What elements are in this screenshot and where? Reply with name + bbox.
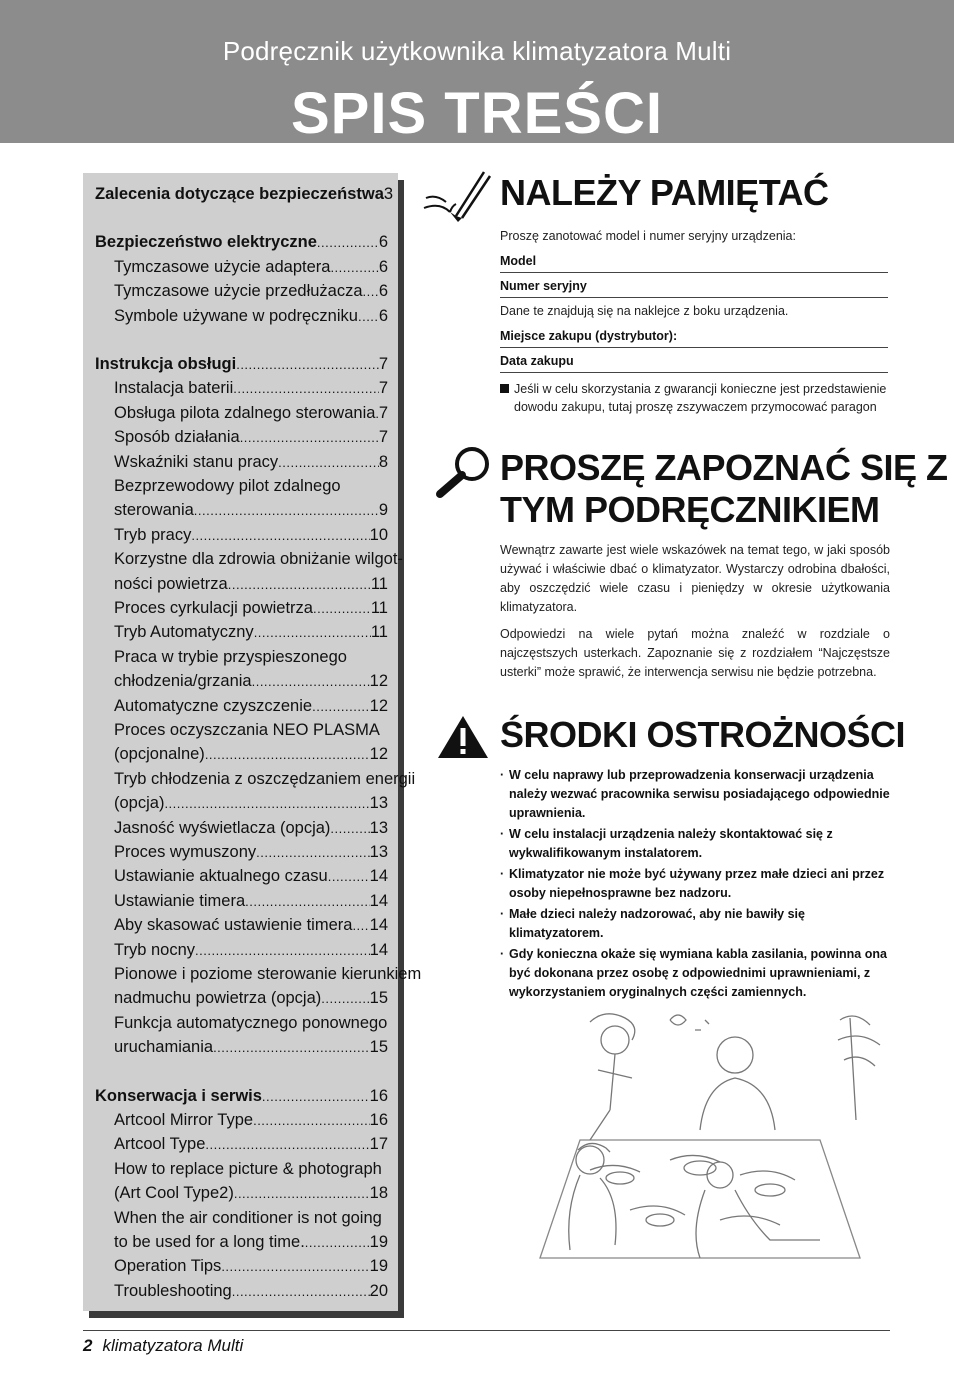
dealer-field: Miejsce zakupu (dystrybutor): [500,328,888,348]
toc-leader-dots [321,988,369,1010]
footer-rule [83,1330,890,1331]
toc-entry-page: 19 [369,1257,388,1276]
toc-entry[interactable] [83,1012,398,1034]
toc-leader-dots [278,452,379,474]
toc-entry-label: Artcool Type [114,1135,206,1154]
toc-entry[interactable] [83,695,398,717]
toc-leader-dots [253,1110,370,1132]
toc-leader-dots [236,354,379,376]
toc-entry[interactable] [83,1133,398,1155]
toc-leader-dots [191,525,369,547]
page-number: 2 [83,1336,93,1355]
toc-entry-label: chłodzenia/grzania [114,672,252,691]
toc-leader-dots [363,281,379,303]
toc-entry-label: sterowania [114,501,194,520]
toc-entry-label: Tryb pracy [114,525,192,544]
toc-entry-label: Troubleshooting [114,1281,232,1300]
toc-leader-dots [205,1134,369,1156]
read-paragraph-1: Wewnątrz zawarte jest wiele wskazówek na temat tego, w jaki sposób używać i właściwie dbać o klimatyzator. Wystarczy odrobina dbałości, aby oszczędzić wiele czasu i pieniędzy w okresie użytkowania klimatyzatora. [500,543,890,614]
toc-entry-page: 13 [369,794,388,813]
toc-leader-dots [262,1086,370,1108]
toc-entry-page: 14 [369,916,388,935]
toc-entry-label: ności powietrza [114,574,228,593]
toc-entry[interactable] [83,1036,398,1058]
remember-intro: Proszę zanotować model i numer seryjny urządzenia: [500,229,796,243]
toc-entry[interactable] [83,524,398,546]
table-of-contents [83,173,422,1311]
toc-entry[interactable] [83,451,398,473]
toc-entry-label: Instrukcja obsługi [95,355,237,373]
toc-entry-label: (Art Cool Type2) [114,1184,234,1203]
toc-entry-page: 12 [369,745,388,764]
toc-entry-page: 19 [369,1233,388,1251]
toc-entry-page: 8 [378,452,388,471]
family-picnic-illustration [520,1000,890,1270]
toc-entry-label: Automatyczne czyszczenie [114,696,313,715]
toc-entry[interactable] [83,768,416,790]
toc-leader-dots [313,598,371,620]
toc-entry-label: Obsługa pilota zdalnego sterowania [114,403,376,422]
toc-entry-label: Operation Tips [114,1257,222,1276]
toc-entry[interactable] [83,231,398,253]
toc-entry[interactable] [83,597,398,619]
page-footer [83,1336,243,1356]
caution-item-text: Klimatyzator nie może być używany przez małe dzieci ani przez osoby niepełnosprawne bez nadzoru. [509,867,885,900]
toc-entry-label: (opcja) [114,794,165,813]
toc-leader-dots [213,1037,370,1059]
toc-entry[interactable] [83,1109,398,1131]
toc-entry[interactable] [83,183,398,205]
toc-entry[interactable] [83,963,422,985]
toc-entry-page: 14 [369,867,388,886]
bullet-dot-icon: · [500,827,505,841]
toc-entry-page: 13 [369,818,388,837]
toc-entry-page: 3 [383,185,394,203]
caution-item [500,945,890,1002]
toc-leader-dots [305,1232,370,1254]
toc-entry[interactable] [83,1280,398,1302]
warning-icon [436,714,490,760]
toc-leader-dots [240,427,379,449]
toc-leader-dots [312,696,370,718]
footer-text: klimatyzatora Multi [102,1336,244,1355]
toc-entry[interactable] [83,1255,398,1277]
toc-entry-page: 7 [378,355,388,373]
toc-entry-label: Tymczasowe użycie adaptera [114,257,331,276]
toc-entry[interactable] [83,670,398,692]
toc-entry-label: Konserwacja i serwis [95,1086,262,1105]
toc-entry-label: uruchamiania [114,1038,214,1057]
toc-entry[interactable] [83,573,398,595]
toc-entry[interactable] [83,987,398,1009]
toc-leader-dots [221,1256,369,1278]
toc-entry-label: When the air conditioner is not going [114,1208,382,1227]
toc-leader-dots [352,915,369,937]
toc-entry[interactable] [83,817,398,839]
toc-entry-page: 13 [369,843,388,861]
toc-leader-dots [232,1281,370,1303]
toc-entry[interactable] [83,890,398,912]
toc-entry[interactable] [83,621,398,643]
toc-entry[interactable] [83,1182,398,1204]
manual-subtitle: Podręcznik użytkownika klimatyzatora Multi [222,36,732,66]
toc-leader-dots [328,866,370,888]
toc-entry-page: 12 [369,696,388,715]
toc-entry[interactable] [83,548,403,570]
toc-entry-page: 7 [378,403,388,422]
page-header [0,0,954,146]
toc-entry-label: Funkcja automatycznego ponownego [114,1013,388,1032]
toc-entry-label: Aby skasować ustawienie timera [114,916,353,935]
toc-entry-page: 15 [369,1038,388,1057]
toc-entry-page: 6 [378,306,388,325]
toc-entry[interactable] [83,841,398,863]
sticker-note: Dane te znajdują się na naklejce z boku urządzenia. [500,304,789,318]
toc-entry-label: Artcool Mirror Type [114,1111,254,1129]
toc-entry-label: Tymczasowe użycie przedłużacza [114,282,363,301]
toc-entry-label: Tryb Automatyczny [114,623,254,642]
toc-entry-label: Bezpieczeństwo elektryczne [95,233,317,252]
toc-leader-dots [330,818,369,840]
toc-entry-page: 15 [369,989,388,1008]
caution-item [500,905,890,943]
toc-leader-dots [233,378,379,400]
toc-entry-page: 10 [369,525,388,544]
read-paragraph-2: Odpowiedzi na wiele pytań można znaleźć w rozdziale o najczęstszych usterkach. Zapoznanie się z rozdziałem “Najczęstsze usterki” może sprawić, że interwencja serwisu nie będzie potrzebna. [500,627,890,679]
read-manual-title-line2: TYM PODRĘCZNIKIEM [500,489,880,530]
bullet-dot-icon: · [500,768,505,782]
toc-entry[interactable] [83,646,398,668]
toc-entry[interactable] [83,792,398,814]
toc-entry-label: nadmuchu powietrza (opcja) [114,989,322,1008]
toc-entry-label: Wskaźniki stanu pracy [114,452,279,471]
toc-entry-page: 7 [378,379,388,398]
toc-entry-page: 11 [370,574,388,593]
toc-entry-page: 20 [369,1281,388,1300]
caution-item-text: Gdy konieczna okaże się wymiana kabla zasilania, powinna ona być dokonana przez osobę z odpowiednimi uprawnieniami, z wykorzystaniem oryginalnych części zamiennych. [509,947,887,999]
toc-entry-label: Tryb chłodzenia z oszczędzaniem energii [114,769,416,788]
toc-entry-label: (opcjonalne) [114,745,205,764]
toc-entry-page: 11 [370,599,388,617]
toc-entry-label: Symbole używane w podręczniku [114,306,358,325]
toc-leader-dots [358,306,379,328]
toc-entry-label: Ustawianie timera [114,891,246,910]
toc-leader-dots [195,940,370,962]
caution-item-text: W celu instalacji urządzenia należy skontaktować się z wykwalifikowanym instalatorem. [509,827,833,860]
toc-entry[interactable] [83,865,398,887]
toc-entry-label: to be used for a long time. [114,1233,305,1251]
toc-entry[interactable] [83,743,398,765]
toc-entry-page: 16 [369,1086,388,1105]
serial-number-field: Numer seryjny [500,278,888,298]
caution-item-text: Małe dzieci należy nadzorować, aby nie bawiły się klimatyzatorem. [509,907,805,940]
toc-entry[interactable] [83,377,398,399]
caution-item [500,766,890,823]
toc-entry-page: 14 [369,940,388,959]
toc-entry-label: How to replace picture & photograph [114,1159,382,1178]
toc-entry-label: Instalacja baterii [114,379,234,398]
toc-entry[interactable] [83,280,398,302]
toc-entry-label: Jasność wyświetlacza (opcja) [114,818,331,837]
toc-entry[interactable] [83,1207,398,1229]
toc-leader-dots [228,574,371,596]
toc-entry-page: 6 [378,233,388,252]
model-field: Model [500,253,888,273]
toc-entry-page: 11 [370,623,388,642]
toc-entry-label: Ustawianie aktualnego czasu [114,867,328,886]
toc-entry[interactable] [83,939,398,961]
toc-entry-page: 17 [369,1135,388,1154]
remember-title: NALEŻY PAMIĘTAĆ [500,172,829,213]
toc-leader-dots [252,671,370,693]
toc-leader-dots [254,622,371,644]
toc-entry[interactable] [83,426,398,448]
toc-entry-label: Praca w trybie przyspieszonego [114,647,347,666]
toc-entry-page: 14 [369,891,388,910]
toc-entry-page: 12 [369,672,388,691]
toc-entry-page: 6 [378,282,388,301]
caution-title: ŚRODKI OSTROŻNOŚCI [500,714,906,755]
toc-entry-label: Sposób działania [114,428,240,447]
caution-item [500,825,890,863]
toc-entry[interactable] [83,256,398,278]
toc-entry-label: Tryb nocny [114,940,196,959]
toc-entry[interactable] [83,402,398,424]
purchase-date-field: Data zakupu [500,353,888,373]
toc-entry[interactable] [83,1085,398,1107]
read-manual-title-line1: PROSZĘ ZAPOZNAĆ SIĘ Z [500,447,948,488]
toc-entry-page: 16 [369,1111,388,1129]
magnifier-icon [434,444,494,500]
toc-leader-dots [330,257,378,279]
toc-entry-page: 7 [378,428,388,447]
toc-entry[interactable] [83,475,398,497]
toc-leader-dots [205,744,370,766]
caution-item [500,865,890,903]
toc-entry-label: Korzystne dla zdrowia obniżanie wilgot- [114,550,403,569]
toc-leader-dots [164,793,369,815]
toc-entry[interactable] [83,499,398,521]
toc-leader-dots [256,842,370,864]
bullet-dot-icon: · [500,947,505,961]
toc-entry[interactable] [83,1158,398,1180]
toc-entry-label: Zalecenia dotyczące bezpieczeństwa [95,185,384,203]
toc-entry[interactable] [83,353,398,375]
caution-item-text: W celu naprawy lub przeprowadzenia konserwacji urządzenia należy wezwać pracownika serwisu posiadającego odpowiednie uprawnienia. [509,768,890,820]
square-bullet-icon [500,384,509,393]
toc-entry-label: Proces oczyszczania NEO PLASMA [114,721,380,739]
toc-entry-page: 9 [378,501,388,520]
toc-entry-label: Proces wymuszony [114,843,257,861]
toc-leader-dots [194,500,379,522]
toc-entry[interactable] [83,1231,398,1253]
toc-entry-page: 6 [378,257,388,276]
toc-entry-label: Bezprzewodowy pilot zdalnego [114,477,341,495]
caution-list [500,766,890,1004]
toc-leader-dots [317,232,379,254]
toc-leader-dots [245,891,370,913]
toc-entry-label: Pionowe i poziome sterowanie kierunkiem [114,965,422,983]
bullet-dot-icon: · [500,867,505,881]
page-title: SPIS TREŚCI [291,81,663,146]
toc-entry-page: 18 [369,1184,388,1203]
toc-entry[interactable] [83,914,398,936]
toc-leader-dots [234,1183,370,1205]
toc-entry[interactable] [83,305,398,327]
toc-entry-label: Proces cyrkulacji powietrza [114,599,313,617]
bullet-dot-icon: · [500,907,505,921]
toc-entry[interactable] [83,719,398,741]
pen-icon [422,168,494,224]
warranty-note: Jeśli w celu skorzystania z gwarancji konieczne jest przedstawienie dowodu zakupu, tutaj proszę zszywaczem przymocować paragon [500,380,890,416]
